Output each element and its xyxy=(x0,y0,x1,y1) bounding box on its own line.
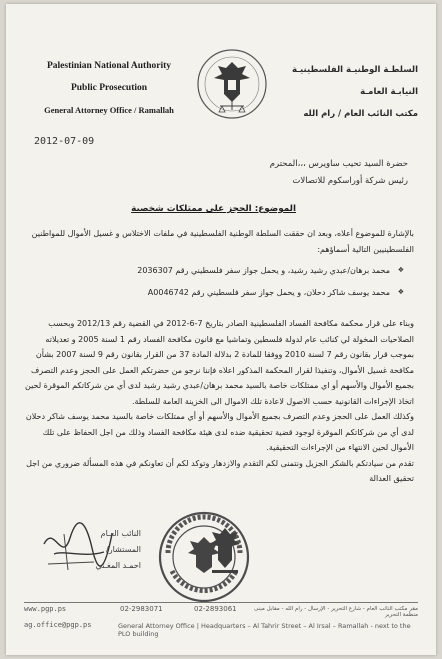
signature-advisor: المستشار/ xyxy=(106,545,141,554)
thanks-paragraph: تقدم من سيادتكم بالشكر الجزيل ونتمنى لكم التقدم والازدهار وتوكد لكم أن تعاونكم في هذه المسألة ضروري من اجل تحقيق العدالة xyxy=(26,458,414,483)
authority-name-en: Palestinian National Authority xyxy=(46,61,172,71)
letter-body xyxy=(24,226,414,487)
letter-page xyxy=(6,4,436,655)
footer-email: ag.office@pgp.ps xyxy=(24,621,92,629)
signature-name: احمـد المغـني xyxy=(95,561,141,570)
recipient-name-line: حضرة السيد تحيب ساويرس ،،،المحترم xyxy=(269,159,408,169)
signature-title: النائب العـام xyxy=(100,529,141,538)
list-item: ❖ محمد يوسف شاكر دحلان، و يحمل جواز سفر فلسطيني رقم A0046742 xyxy=(24,285,404,301)
office-name-en: General Attorney Office / Ramallah xyxy=(44,105,174,115)
footer-divider xyxy=(24,602,418,603)
letter-date: 2012-07-09 xyxy=(34,136,95,147)
signature-block xyxy=(46,526,141,574)
letterhead-english xyxy=(34,60,184,126)
recipient-address xyxy=(108,156,408,190)
list-item: ❖ محمد برهان/عبدي رشيد رشيد، و يحمل جواز سفر فلسطيني رقم 2036307 xyxy=(24,263,404,279)
letterhead-arabic xyxy=(268,64,418,130)
prosecution-name-en: Public Prosecution xyxy=(70,83,148,93)
prosecution-name-ar: النيابـة العامـة xyxy=(360,87,418,97)
intro-paragraph: بالإشارة للموضوع أعلاه، وبعد ان حققت السلطة الوطنية الفلسطينية في ملفات الاختلاس و غسيل الأموال للمواطنين الفلسطينيين التالية أسماؤهم: xyxy=(31,229,414,254)
recipient-title-line: رئيس شركة أوراسكوم للاتصالات xyxy=(292,176,408,186)
persons-list xyxy=(24,263,414,300)
subject-line: الموضوع: الحجز على ممتلكات شخصية xyxy=(131,204,296,214)
footer-website: www.pgp.ps xyxy=(24,605,67,613)
authority-name-ar: السلطـة الوطنيـة الفلسطينيـة xyxy=(291,65,418,75)
footer-phone-1: 02-2983071 xyxy=(120,605,163,613)
office-name-ar: مكتب النائب العام / رام الله xyxy=(303,109,418,119)
decision-paragraph: وبناء على قرار محكمة مكافحة الفساد الفلسطينية الصادر بتاريخ 7-6-2012 في القضية رقم 2012/13 وبحسب الصلاحيات المخولة لي كنائب عام لدولة فلسطين وتماشيا مع قانون مكافحة الفساد رقم 1 لسنة 2005 و تعديلاته بموجب قرار بقانون رقم 7 لسنة 2010 ووفقا للمادة 2 بدلالة المادة 37 من القرار بقانون رقم 9 لسنة 2007 بشأن مكافحة غسيل الأموال، وتنفيذا لقرار المحكمة المذكور اعلاه فإننا نرجو من حضرتكم العمل على الحجز وعدم التصرف بجميع الأموال والأسهم أو اي ممتلكات خاصة بالسيد محمد برهان/عبدي رشيد رشيد لدى أي من شركاتكم الموقرة لحين اتخاذ الإجراءات القانونية حسب الاصول لاعادة تلك الاموال الى الخزينة العامة للسلطة. xyxy=(25,319,414,406)
footer-address-ar: مقر مكتب النائب العام - شارع التحرير - الإرسال - رام الله - مقابل مبنى منظمة التحرير xyxy=(254,606,418,618)
footer-phone-2: 02-2893061 xyxy=(194,605,237,613)
palestinian-eagle-emblem-icon xyxy=(196,44,268,124)
eagle-seal-icon xyxy=(202,522,248,580)
footer-address-en: General Attorney Office | Headquarters – Al Tahrir Street – Al Irsal – Ramallah - next to the PLO building xyxy=(118,622,411,638)
second-request-paragraph: وكذلك العمل على الحجز وعدم التصرف بجميع الأموال والأسهم أو أي ممتلكات خاصة بالسيد محمد يوسف شاكر دحلان لدى أي من شركاتكم الموقرة لوجود قضية تحقيقية ضده لدى هيئة مكافحة الفساد وذلك من اجل الحفاظ على تلك الأموال لحين الانتهاء من الإجراءات التحقيقية. xyxy=(25,412,414,452)
